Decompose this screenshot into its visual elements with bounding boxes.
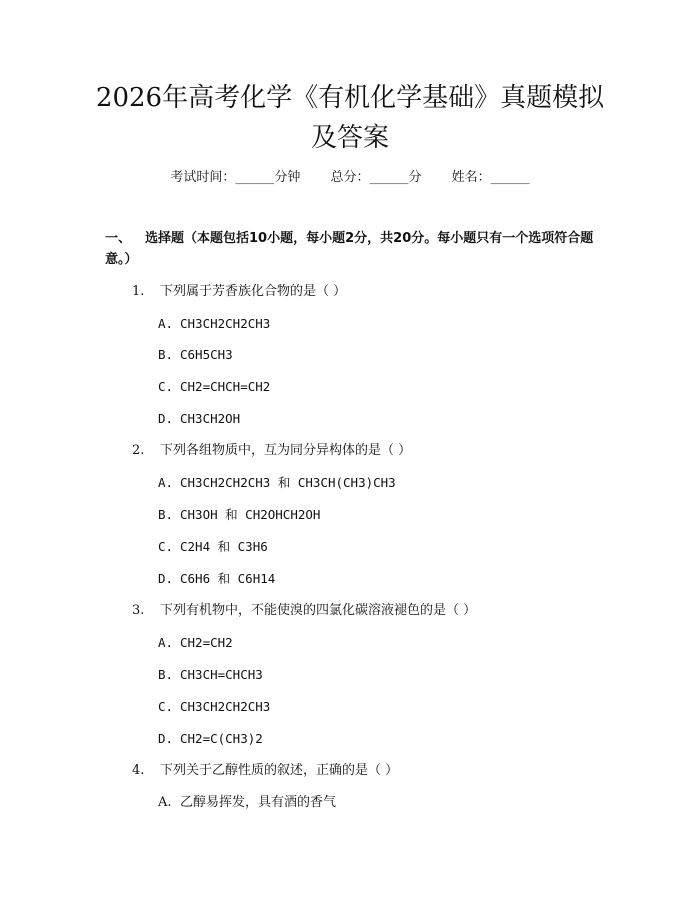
option-letter: C. [158, 539, 174, 554]
title-line-1: 2026年高考化学《有机化学基础》真题模拟 [95, 83, 605, 113]
question-3-option-b [158, 665, 263, 685]
question-2-stem [132, 441, 411, 461]
title-line-2: 及答案 [310, 123, 389, 153]
question-text: 下列有机物中，不能使溴的四氯化碳溶液褪色的是（ ） [160, 603, 477, 618]
question-1-option-a [158, 314, 270, 334]
question-4-stem [132, 761, 398, 781]
question-text: 下列关于乙醇性质的叙述，正确的是（ ） [160, 763, 399, 778]
document-title [70, 78, 630, 158]
option-letter: B. [158, 347, 174, 362]
option-letter: D. [158, 731, 174, 746]
option-letter: C. [158, 699, 174, 714]
option-letter: C. [158, 379, 174, 394]
option-text: CH2=C(CH3)2 [180, 731, 263, 746]
question-1-option-c [158, 377, 270, 397]
question-3-option-d [158, 729, 263, 749]
option-text: CH3CH2CH2CH3 [180, 316, 271, 331]
option-text: CH3CH2OH [180, 411, 241, 426]
option-text: CH3CH=CHCH3 [180, 667, 263, 682]
option-letter: B. [158, 507, 174, 522]
option-text: CH3CH2CH2CH3 和 CH3CH(CH3)CH3 [180, 475, 396, 490]
option-letter: A. [158, 475, 174, 490]
question-number: 1. [132, 284, 145, 299]
option-letter: D. [158, 411, 174, 426]
question-3-option-a [158, 633, 233, 653]
section-heading [105, 228, 605, 270]
question-3-stem [132, 601, 476, 621]
option-letter: A. [158, 635, 174, 650]
option-text: C6H5CH3 [180, 347, 233, 362]
exam-meta [0, 168, 700, 188]
section-number: 一、 [105, 231, 132, 246]
option-letter: B. [158, 667, 174, 682]
student-name-field: 姓名：______ [451, 170, 530, 185]
option-text: 乙醇易挥发，具有酒的香气 [180, 795, 337, 810]
question-1-option-d [158, 409, 240, 429]
option-letter: D. [158, 571, 174, 586]
question-1-option-b [158, 345, 233, 365]
section-text: 选择题（本题包括10小题，每小题2分，共20分。每小题只有一个选项符合题意。） [105, 231, 594, 267]
question-2-option-c [158, 537, 268, 557]
question-text: 下列属于芳香族化合物的是（ ） [160, 284, 347, 299]
question-number: 4. [132, 763, 145, 778]
question-1-stem [132, 282, 346, 302]
question-4-option-a [158, 793, 336, 813]
question-2-option-b [158, 505, 320, 525]
question-number: 3. [132, 603, 145, 618]
question-number: 2. [132, 443, 145, 458]
question-3-option-c [158, 697, 270, 717]
question-2-option-a [158, 473, 396, 493]
exam-time-field: 考试时间：______分钟 [170, 170, 301, 185]
option-text: C2H4 和 C3H6 [180, 539, 268, 554]
question-text: 下列各组物质中，互为同分异构体的是（ ） [160, 443, 412, 458]
total-score-field: 总分：______分 [330, 170, 422, 185]
option-text: CH2=CH2 [180, 635, 233, 650]
option-text: CH2=CHCH=CH2 [180, 379, 271, 394]
question-2-option-d [158, 569, 275, 589]
option-letter: A. [158, 795, 172, 810]
option-text: CH3OH 和 CH2OHCH2OH [180, 507, 321, 522]
option-text: C6H6 和 C6H14 [180, 571, 276, 586]
option-letter: A. [158, 316, 174, 331]
option-text: CH3CH2CH2CH3 [180, 699, 271, 714]
